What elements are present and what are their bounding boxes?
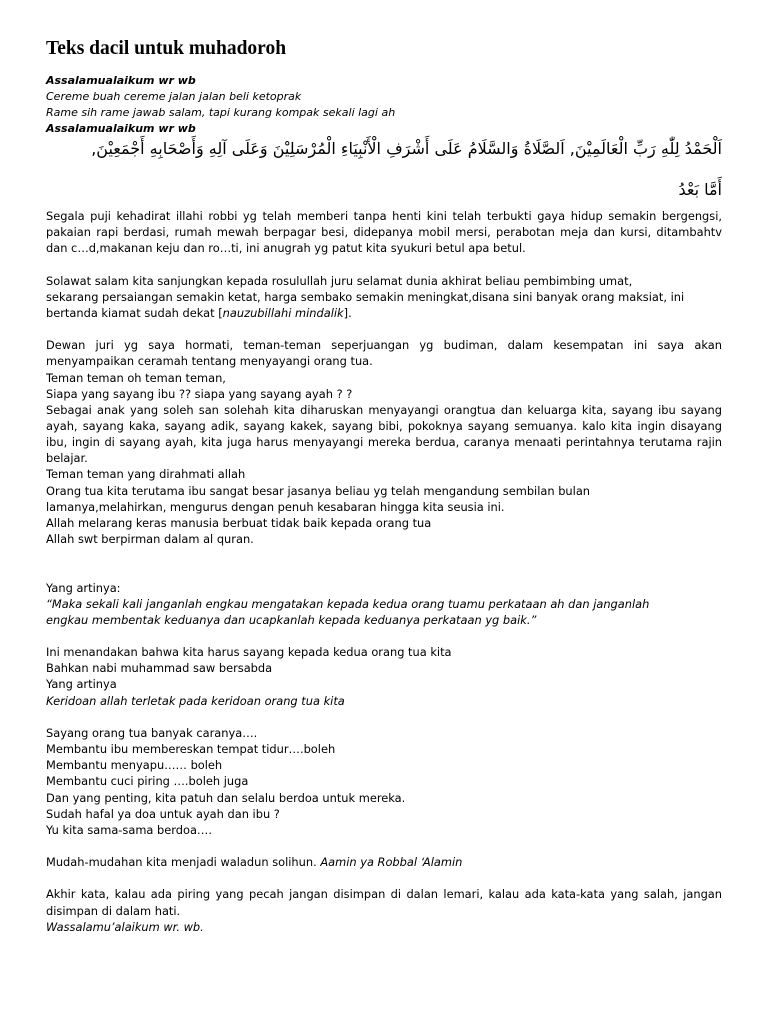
text-line: Allah melarang keras manusia berbuat tidak baik kepada orang tua — [46, 515, 432, 530]
closing-salam: Wassalamu’alaikum wr. wb. — [46, 919, 204, 934]
text-line: Membantu menyapu…… boleh — [46, 758, 223, 773]
text-line: Siapa yang sayang ibu ?? siapa yang sayang ayah ? ? — [46, 386, 353, 401]
paragraph: Sebagai anak yang soleh san solehah kita diharuskan menyayangi orangtua dan keluarga kita, sayang ibu sayang ayah, sayang kaka, sayang adik, sayang kakek, sayang bibi, pokoknya sayang semuanya. kalo kita ingin disayang ibu, ingin di sayang ayah, kita juga harus menyayangi mereka berdua, caranya menaati perintahnya terutama rajin belajar. — [46, 402, 722, 466]
text-line: Solawat salam kita sanjungkan kepada rosulullah juru selamat dunia akhirat beliau pembimbing umat, — [46, 273, 633, 288]
speech-body — [46, 208, 722, 935]
pantun-line: Cereme buah cereme jalan jalan beli ketoprak — [46, 90, 302, 103]
paragraph: Segala puji kehadirat illahi robbi yg telah memberi tanpa henti kini telah terbukti gaya hidup semakin bergengsi, pakaian rapi berdasi, rumah mewah berpagar besi, didepanya mobil mersi, perabotan meja dan kursi, ditambahtv dan c…d,makanan keju dan ro…ti, ini anugrah yg patut kita syukuri betul apa betul. — [46, 209, 722, 256]
pantun-line: Rame sih rame jawab salam, tapi kurang kompak sekali lagi ah — [46, 106, 396, 119]
text-line: Membantu ibu membereskan tempat tidur….boleh — [46, 742, 336, 757]
hadith-line: Keridoan allah terletak pada keridoan orang tua kita — [46, 693, 345, 708]
text-line: Allah swt berpirman dalam al quran. — [46, 532, 254, 547]
text-line: Teman teman oh teman teman, — [46, 370, 226, 385]
text-line: Bahkan nabi muhammad saw bersabda — [46, 661, 273, 676]
text-line: Yang artinya: — [46, 580, 121, 595]
opening-greeting — [46, 73, 395, 137]
text-line: bertanda kiamat sudah dekat [nauzubillahi mindalik]. — [46, 305, 352, 320]
text-line: Teman teman yang dirahmati allah — [46, 467, 246, 482]
text-line: Orang tua kita terutama ibu sangat besar jasanya beliau yg telah mengandung sembilan bulan — [46, 483, 591, 498]
arabic-hamdalah: اَلْحَمْدُ لِلّٰهِ رَبِّ الْعَالَمِيْنَ, اَلصَّلَاةُ وَالسَّلَامُ عَلَى أَشْرَفِ الْأَنْبِيَاءِ الْمُرْسَلِيْنَ وَعَلَى آلِهِ وَأَصْحَابِهِ أَجْمَعِيْنَ, — [91, 139, 722, 158]
arabic-amma-bad: أَمَّا بَعْدُ — [678, 180, 722, 199]
quran-translation-line: “Maka sekali kali janganlah engkau mengatakan kepada kedua orang tuamu perkataan ah dan janganlah — [46, 596, 650, 611]
salam-line: Assalamualaikum wr wb — [46, 74, 196, 87]
paragraph: Dewan juri yg saya hormati, teman-teman seperjuangan yg budiman, dalam kesempatan ini saya akan menyampaikan ceramah tentang menyayangi orang tua. — [46, 338, 722, 369]
text-line: Sayang orang tua banyak caranya…. — [46, 725, 258, 740]
text-line: Mudah-mudahan kita menjadi waladun solihun. Aamin ya Robbal ‘Alamin — [46, 855, 463, 870]
quran-translation-line: engkau membentak keduanya dan ucapkanlah kepada keduanya perkataan yg baik.” — [46, 612, 537, 627]
text-line: Membantu cuci piring ….boleh juga — [46, 774, 249, 789]
text-line: lamanya,melahirkan, mengurus dengan penuh kesabaran hingga kita seusia ini. — [46, 499, 505, 514]
text-line: Sudah hafal ya doa untuk ayah dan ibu ? — [46, 806, 280, 821]
page-title: Teks dacil untuk muhadoroh — [46, 38, 287, 59]
text-line: Ini menandakan bahwa kita harus sayang kepada kedua orang tua kita — [46, 645, 452, 660]
text-line: Yu kita sama-sama berdoa…. — [46, 822, 212, 837]
salam-line: Assalamualaikum wr wb — [46, 122, 196, 135]
text-line: Yang artinya — [46, 677, 117, 692]
text-line: sekarang persaiangan semakin ketat, harga sembako semakin meningkat,disana sini banyak orang maksiat, ini — [46, 289, 685, 304]
text-line: Dan yang penting, kita patuh dan selalu berdoa untuk mereka. — [46, 790, 406, 805]
paragraph: Akhir kata, kalau ada piring yang pecah jangan disimpan di dalan lemari, kalau ada kata-kata yang salah, jangan disimpan di dalam hati. — [46, 887, 722, 918]
